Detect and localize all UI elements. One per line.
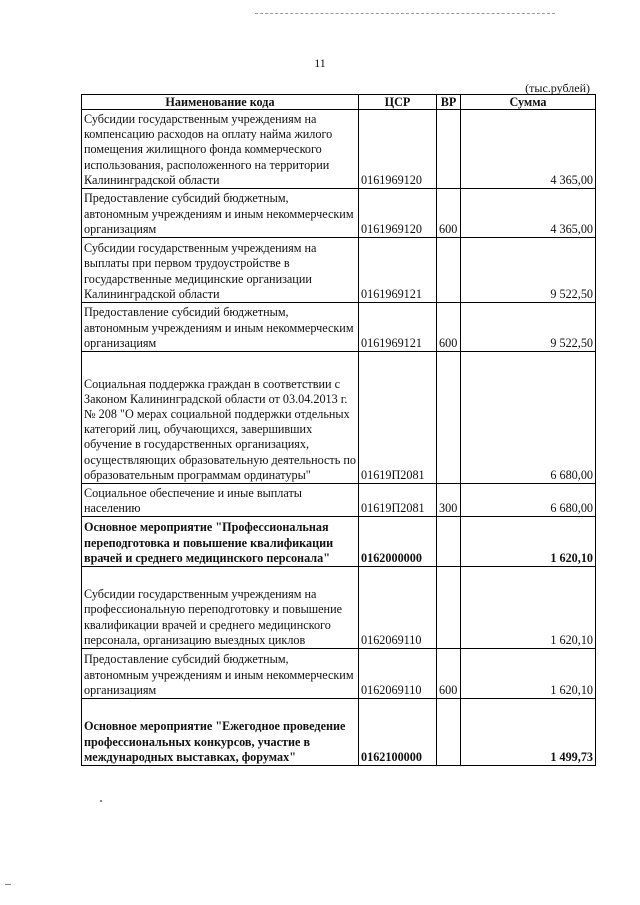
row-name: Субсидии государственным учреждениям на компенсацию расходов на оплату найма жилого помещения жилищного фонда коммерческого использования, расположенного на территории Калининградской области <box>82 110 359 189</box>
row-csr: 01619П2081 <box>359 352 437 484</box>
row-vr <box>437 517 461 567</box>
row-sum: 6 680,00 <box>461 484 596 517</box>
table-row <box>82 189 596 238</box>
row-vr <box>437 699 461 766</box>
row-csr: 0161969120 <box>359 110 437 189</box>
scan-speck <box>100 800 102 802</box>
row-sum: 4 365,00 <box>461 189 596 238</box>
row-name: Основное мероприятие "Ежегодное проведение профессиональных конкурсов, участие в международных выставках, форумах" <box>82 699 359 766</box>
row-vr <box>437 352 461 484</box>
row-vr <box>437 238 461 303</box>
row-csr: 0161969121 <box>359 238 437 303</box>
page-number: 11 <box>314 56 326 70</box>
row-sum: 1 620,10 <box>461 649 596 699</box>
header-vr: ВР <box>437 95 461 110</box>
row-csr: 0161969121 <box>359 303 437 352</box>
row-sum: 6 680,00 <box>461 352 596 484</box>
row-vr: 600 <box>437 303 461 352</box>
row-vr: 600 <box>437 189 461 238</box>
row-sum: 1 620,10 <box>461 567 596 649</box>
table-row <box>82 699 596 766</box>
row-sum: 1 499,73 <box>461 699 596 766</box>
scan-speck <box>5 884 11 885</box>
row-csr: 0161969120 <box>359 189 437 238</box>
header-name: Наименование кода <box>82 95 359 110</box>
row-sum: 9 522,50 <box>461 238 596 303</box>
table-row <box>82 238 596 303</box>
row-csr: 0162069110 <box>359 567 437 649</box>
row-sum: 9 522,50 <box>461 303 596 352</box>
row-csr: 01619П2081 <box>359 484 437 517</box>
table-row <box>82 352 596 484</box>
table-row <box>82 484 596 517</box>
units-label: (тыс.рублей) <box>525 81 590 95</box>
row-name: Предоставление субсидий бюджетным, автономным учреждениям и иным некоммерческим организациям <box>82 649 359 699</box>
table-row <box>82 649 596 699</box>
row-vr <box>437 567 461 649</box>
row-vr: 600 <box>437 649 461 699</box>
row-csr: 0162100000 <box>359 699 437 766</box>
budget-table <box>81 94 596 766</box>
row-name: Социальная поддержка граждан в соответствии с Законом Калининградской области от 03.04.2013 г. № 208 "О мерах социальной поддержки отдельных категорий лиц, обучающихся, завершивших обучение в государственных организациях, осуществляющих образовательную деятельность по образовательным программам ординатуры" <box>82 352 359 484</box>
header-csr: ЦСР <box>359 95 437 110</box>
table-row <box>82 303 596 352</box>
row-sum: 1 620,10 <box>461 517 596 567</box>
row-sum: 4 365,00 <box>461 110 596 189</box>
table-row <box>82 517 596 567</box>
row-csr: 0162069110 <box>359 649 437 699</box>
scan-artifact-line <box>255 13 555 14</box>
row-name: Основное мероприятие "Профессиональная переподготовка и повышение квалификации врачей и среднего медицинского персонала" <box>82 517 359 567</box>
table-header-row <box>82 95 596 110</box>
row-vr: 300 <box>437 484 461 517</box>
row-vr <box>437 110 461 189</box>
row-name: Предоставление субсидий бюджетным, автономным учреждениям и иным некоммерческим организациям <box>82 303 359 352</box>
header-sum: Сумма <box>461 95 596 110</box>
table-row <box>82 567 596 649</box>
row-name: Предоставление субсидий бюджетным, автономным учреждениям и иным некоммерческим организациям <box>82 189 359 238</box>
row-csr: 0162000000 <box>359 517 437 567</box>
row-name: Субсидии государственным учреждениям на выплаты при первом трудоустройстве в государственные медицинские организации Калининградской области <box>82 238 359 303</box>
row-name: Социальное обеспечение и иные выплаты населению <box>82 484 359 517</box>
table-row <box>82 110 596 189</box>
row-name: Субсидии государственным учреждениям на профессиональную переподготовку и повышение квалификации врачей и среднего медицинского персонала, организацию выездных циклов <box>82 567 359 649</box>
